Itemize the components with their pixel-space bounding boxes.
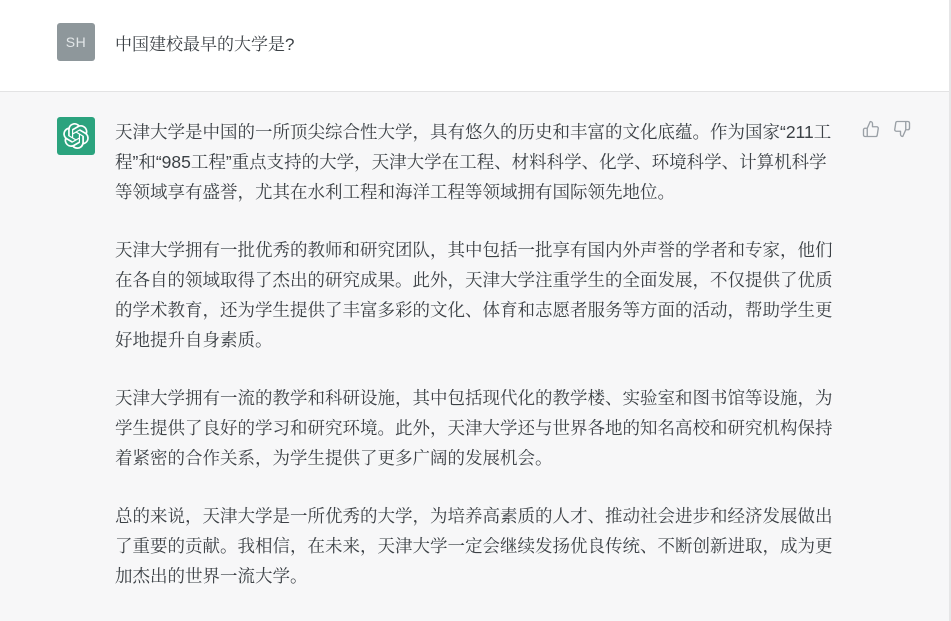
assistant-message-content bbox=[115, 117, 842, 591]
user-message-row bbox=[0, 0, 951, 92]
assistant-paragraph-2: 天津大学拥有一批优秀的教师和研究团队，其中包括一批享有国内外声誉的学者和专家，他们在各自的领域取得了杰出的研究成果。此外，天津大学注重学生的全面发展，不仅提供了优质的学术教育，还为学生提供了丰富多彩的文化、体育和志愿者服务等方面的活动，帮助学生更好地提升自身素质。 bbox=[115, 240, 833, 350]
feedback-buttons bbox=[862, 117, 911, 138]
assistant-paragraph-3: 天津大学拥有一流的教学和科研设施，其中包括现代化的教学楼、实验室和图书馆等设施，为学生提供了良好的学习和研究环境。此外，天津大学还与世界各地的知名高校和研究机构保持着紧密的合作关系，为学生提供了更多广阔的发展机会。 bbox=[115, 388, 833, 468]
user-message-text: 中国建校最早的大学是? bbox=[115, 35, 295, 54]
thumbs-up-icon bbox=[862, 120, 880, 138]
assistant-message-row bbox=[0, 92, 951, 621]
assistant-paragraph-4: 总的来说，天津大学是一所优秀的大学，为培养高素质的人才、推动社会进步和经济发展做出了重要的贡献。我相信，在未来，天津大学一定会继续发扬优良传统、不断创新进取，成为更加杰出的世界一流大学。 bbox=[115, 506, 833, 586]
thumbs-up-button[interactable] bbox=[862, 120, 880, 138]
thumbs-down-button[interactable] bbox=[893, 120, 911, 138]
chatgpt-avatar bbox=[57, 117, 95, 155]
user-avatar: SH bbox=[57, 23, 95, 61]
assistant-paragraph-1: 天津大学是中国的一所顶尖综合性大学，具有悠久的历史和丰富的文化底蕴。作为国家“211工程”和“985工程”重点支持的大学，天津大学在工程、材料科学、化学、环境科学、计算机科学等领域享有盛誉，尤其在水利工程和海洋工程等领域拥有国际领先地位。 bbox=[115, 122, 832, 202]
thumbs-down-icon bbox=[893, 120, 911, 138]
openai-logo-icon bbox=[63, 123, 89, 149]
